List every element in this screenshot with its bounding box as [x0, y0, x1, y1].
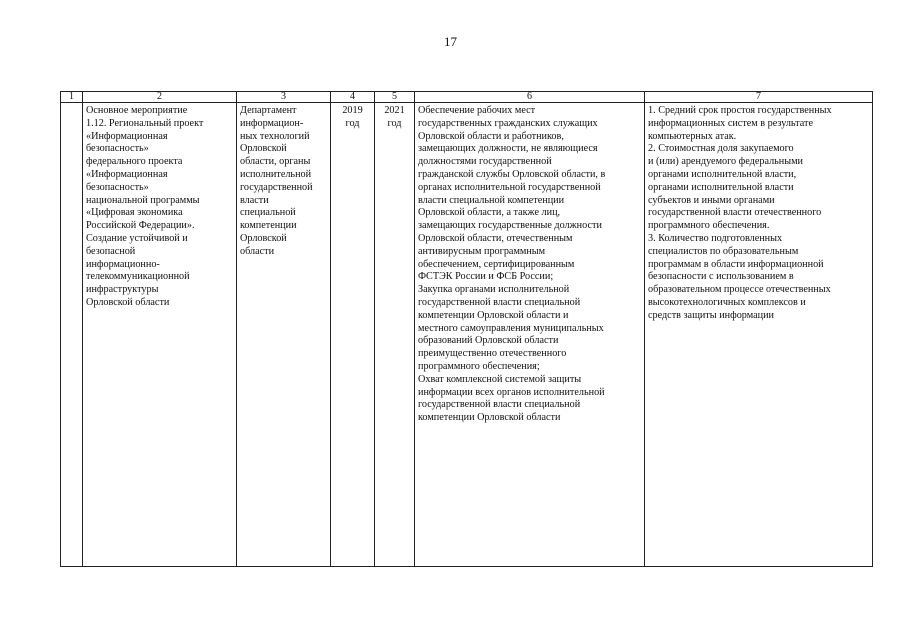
cell-text-line: Орловской области, отечественным — [418, 232, 573, 244]
activities-table — [60, 91, 873, 567]
cell-text-line: замещающих государственные должности — [418, 220, 602, 232]
cell-text-line: информационных систем в результате — [648, 117, 813, 129]
cell-text-line: 2. Стоимостная доля закупаемого — [648, 143, 794, 155]
page-number: 17 — [444, 34, 457, 49]
cell-text-line: телекоммуникационной — [86, 271, 190, 283]
cell-text-line: компетенции Орловской области и — [418, 309, 569, 321]
cell-text-line: Орловской области — [86, 296, 170, 308]
column-number-7: 7 — [645, 92, 873, 103]
cell-text-line: органами исполнительной власти, — [648, 168, 797, 180]
cell-text-line: безопасность» — [86, 181, 149, 193]
column-number-row — [61, 92, 873, 103]
cell-text-line: государственной власти отечественного — [648, 207, 822, 219]
cell-text-line: образований Орловской области — [418, 335, 559, 347]
cell-text-line: государственной — [240, 181, 313, 193]
cell-text-line: гражданской службы Орловской области, в — [418, 168, 606, 180]
column-number-4: 4 — [331, 92, 375, 103]
cell-text-line: программного обеспечения; — [418, 360, 540, 372]
column-number-5: 5 — [375, 92, 415, 103]
cell-text-line: информационно- — [86, 258, 160, 270]
cell-text-line: 1.12. Региональный проект — [86, 117, 204, 129]
cell-text-line: информацион- — [240, 117, 304, 129]
cell-text-line: специальной — [240, 207, 296, 219]
cell-text-line: Орловской области и работников, — [418, 130, 564, 142]
cell-text-line: компетенции Орловской области — [418, 412, 561, 424]
cell-text-line: Основное мероприятие — [86, 105, 188, 116]
cell-text-line: национальной программы — [86, 194, 200, 206]
cell-text-line: области — [240, 245, 275, 257]
cell-text-line: год — [345, 117, 360, 129]
cell-text-line: Орловской — [240, 143, 287, 155]
cell-text-line: федерального проекта — [86, 156, 183, 168]
cell-text-line: безопасной — [86, 245, 136, 257]
cell-text-line: должностями государственной — [418, 156, 552, 168]
cell-text-line: 2019 — [342, 105, 363, 116]
cell-text-line: и (или) арендуемого федеральными — [648, 156, 804, 168]
cell-text-line: местного самоуправления муниципальных — [418, 322, 604, 334]
cell-text-line: безопасность» — [86, 143, 149, 155]
cell-text-line: высокотехнологичных комплексов и — [648, 296, 806, 308]
expected-result-cell — [415, 103, 645, 567]
cell-text-line: образовательном процессе отечественных — [648, 284, 831, 296]
cell-text-line: государственной власти специальной — [418, 399, 581, 411]
cell-text-line: Охват комплексной системой защиты — [418, 373, 582, 385]
cell-text-line: субъектов и иными органами — [648, 194, 775, 206]
cell-text-line: компьютерных атак. — [648, 130, 737, 142]
cell-text-line: Орловской области, а также лиц, — [418, 207, 561, 219]
cell-text-line: безопасности с использованием в — [648, 271, 794, 283]
start-year-cell — [331, 103, 375, 567]
cell-text-line: государственной власти специальной — [418, 296, 581, 308]
cell-text-line: Закупка органами исполнительной — [418, 284, 570, 296]
column-number-2: 2 — [83, 92, 237, 103]
cell-text-line: антивирусным программным — [418, 245, 546, 257]
cell-text-line: Департамент — [240, 105, 297, 116]
cell-text-line: Создание устойчивой и — [86, 232, 188, 244]
cell-text-line: компетенции — [240, 220, 297, 232]
cell-text-line: «Информационная — [86, 130, 168, 142]
cell-text-line: власти — [240, 194, 269, 206]
cell-text-line: власти специальной компетенции — [418, 194, 565, 206]
column-number-3: 3 — [237, 92, 331, 103]
cell-text-line: замещающих должности, не являющиеся — [418, 143, 598, 155]
cell-text-line: области, органы — [240, 156, 311, 168]
cell-text-line: органах исполнительной государственной — [418, 181, 601, 193]
activity-name-cell — [83, 103, 237, 567]
cell-text-line: государственных гражданских служащих — [418, 117, 598, 129]
cell-text-line: Российской Федерации». — [86, 220, 195, 232]
cell-text-line: специалистов по образовательным — [648, 245, 799, 257]
cell-text-line: средств защиты информации — [648, 309, 774, 321]
cell-text-line: программного обеспечения. — [648, 220, 770, 232]
indicators-cell — [645, 103, 873, 567]
column-number-1: 1 — [61, 92, 83, 103]
cell-text-line: 1. Средний срок простоя государственных — [648, 105, 832, 116]
cell-text-line: год — [387, 117, 402, 129]
cell-text-line: программам в области информационной — [648, 258, 824, 270]
cell-text-line: ных технологий — [240, 130, 310, 142]
cell-text-line: органами исполнительной власти — [648, 181, 794, 193]
cell-text-line: инфраструктуры — [86, 284, 159, 296]
cell-text-line: 2021 — [384, 105, 405, 116]
row-index-cell — [61, 103, 83, 567]
cell-text-line: «Информационная — [86, 168, 168, 180]
cell-text-line: обеспечением, сертифицированным — [418, 258, 575, 270]
cell-text-line: информации всех органов исполнительной — [418, 386, 605, 398]
end-year-cell — [375, 103, 415, 567]
cell-text-line: 3. Количество подготовленных — [648, 232, 783, 244]
cell-text-line: Обеспечение рабочих мест — [418, 105, 536, 116]
responsible-executor-cell — [237, 103, 331, 567]
cell-text-line: «Цифровая экономика — [86, 207, 183, 219]
cell-text-line: преимущественно отечественного — [418, 348, 567, 360]
table-row — [61, 103, 873, 567]
cell-text-line: ФСТЭК России и ФСБ России; — [418, 271, 554, 283]
column-number-6: 6 — [415, 92, 645, 103]
cell-text-line: исполнительной — [240, 168, 312, 180]
cell-text-line: Орловской — [240, 232, 287, 244]
